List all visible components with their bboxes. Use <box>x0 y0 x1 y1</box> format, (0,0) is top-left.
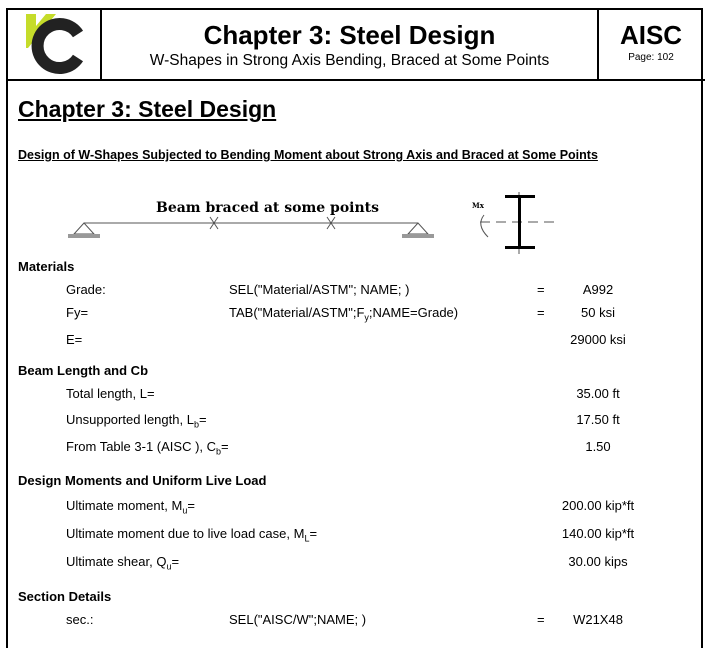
unsupported-length-value: 17.50 ft <box>576 412 620 427</box>
equals: = <box>537 305 545 320</box>
header-title: Chapter 3: Steel Design <box>203 20 496 50</box>
qu-value: 30.00 kips <box>568 554 628 569</box>
beam-label: Beam braced at some points <box>156 200 380 216</box>
sec-value: W21X48 <box>573 612 623 627</box>
sec-label: sec.: <box>66 612 94 627</box>
ml-label: Ultimate moment due to live load case, $M_L=$ <box>66 526 318 544</box>
grade-formula: SEL("Material/ASTM"; NAME; ) <box>229 282 410 297</box>
equals: = <box>537 612 545 627</box>
page-number: Page: 102 <box>628 52 674 63</box>
section-details-heading: Section Details <box>18 589 112 604</box>
unsupported-length-label: Unsupported length, $L_b=$ <box>66 412 207 430</box>
header-subtitle: W-Shapes in Strong Axis Bending, Braced at Some Points <box>149 52 550 69</box>
equals: = <box>537 282 545 297</box>
materials-heading: Materials <box>18 259 75 274</box>
mu-value: 200.00 kip*ft <box>561 498 635 513</box>
beam-heading: Beam Length and Cb <box>18 363 149 378</box>
fy-label: Fy= <box>66 305 89 320</box>
moments-heading: Design Moments and Uniform Live Load <box>18 473 267 488</box>
company-logo <box>20 12 86 76</box>
ml-value: 140.00 kip*ft <box>561 526 635 541</box>
page-subheading: Design of W-Shapes Subjected to Bending Moment about Strong Axis and Braced at Some Points <box>18 148 598 162</box>
grade-label: Grade: <box>66 282 106 297</box>
total-length-label: Total length, L= <box>66 386 155 401</box>
mu-label: Ultimate moment, $M_u=$ <box>66 498 195 516</box>
total-length-value: 35.00 ft <box>576 386 620 401</box>
cb-value: 1.50 <box>585 439 611 454</box>
e-label: E= <box>66 332 83 347</box>
page-heading: Chapter 3: Steel Design <box>18 96 277 122</box>
fy-value: 50 ksi <box>581 305 615 320</box>
fy-formula: $TAB("Material/ASTM";F_y;NAME=Grade)$ <box>229 305 459 323</box>
beam-diagram <box>60 190 580 260</box>
e-value: 29000 ksi <box>570 332 626 347</box>
sec-formula: SEL("AISC/W";NAME; ) <box>229 612 367 627</box>
code-label: AISC <box>619 20 683 50</box>
moment-label: Mx <box>472 201 484 210</box>
cb-label: From Table 3-1 (AISC ), $C_b=$ <box>66 439 229 457</box>
grade-value: A992 <box>582 282 614 297</box>
qu-label: Ultimate shear, $Q_u=$ <box>66 554 180 572</box>
